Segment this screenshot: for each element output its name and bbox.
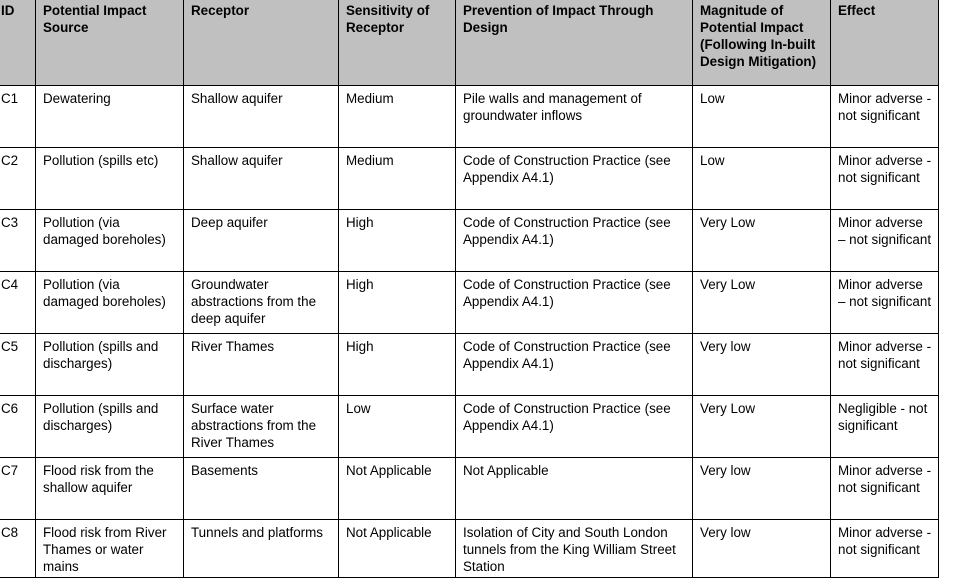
header-magnitude: Magnitude of Potential Impact (Following In-built Design Mitigation) (693, 0, 831, 86)
cell-impact-source: Flood risk from the shallow aquifer (36, 458, 184, 520)
cell-magnitude: Low (693, 86, 831, 148)
table-row (0, 520, 939, 578)
table-row (0, 458, 939, 520)
cell-effect: Minor adverse - not significant (831, 458, 939, 520)
table-row (0, 210, 939, 272)
cell-receptor: River Thames (184, 334, 339, 396)
cell-receptor: Basements (184, 458, 339, 520)
table-row (0, 272, 939, 334)
cell-effect: Minor adverse - not significant (831, 148, 939, 210)
cell-effect: Minor adverse – not significant (831, 210, 939, 272)
cell-effect: Minor adverse – not significant (831, 272, 939, 334)
cell-impact-source: Pollution (spills etc) (36, 148, 184, 210)
table-row (0, 86, 939, 148)
cell-impact-source: Pollution (spills and discharges) (36, 334, 184, 396)
cell-receptor: Deep aquifer (184, 210, 339, 272)
cell-effect: Minor adverse - not significant (831, 520, 939, 578)
cell-id: C8 (0, 520, 36, 578)
cell-sensitivity: Not Applicable (339, 520, 456, 578)
cell-sensitivity: High (339, 210, 456, 272)
table-row (0, 334, 939, 396)
cell-id: C5 (0, 334, 36, 396)
cell-impact-source: Flood risk from River Thames or water mains (36, 520, 184, 578)
cell-id: C2 (0, 148, 36, 210)
cell-impact-source: Pollution (spills and discharges) (36, 396, 184, 458)
cell-prevention: Isolation of City and South London tunnels from the King William Street Station (456, 520, 693, 578)
cell-id: C1 (0, 86, 36, 148)
cell-magnitude: Low (693, 148, 831, 210)
cell-sensitivity: Medium (339, 86, 456, 148)
cell-receptor: Shallow aquifer (184, 148, 339, 210)
header-impact-source: Potential Impact Source (36, 0, 184, 86)
cell-receptor: Surface water abstractions from the River Thames (184, 396, 339, 458)
cell-prevention: Code of Construction Practice (see Appendix A4.1) (456, 210, 693, 272)
cell-prevention: Code of Construction Practice (see Appendix A4.1) (456, 148, 693, 210)
cell-effect: Negligible - not significant (831, 396, 939, 458)
cell-magnitude: Very Low (693, 272, 831, 334)
cell-prevention: Code of Construction Practice (see Appendix A4.1) (456, 272, 693, 334)
header-id: ID (0, 0, 36, 86)
cell-sensitivity: High (339, 272, 456, 334)
header-effect: Effect (831, 0, 939, 86)
table-header-row (0, 0, 939, 86)
table-row (0, 148, 939, 210)
cell-magnitude: Very Low (693, 210, 831, 272)
cell-magnitude: Very low (693, 334, 831, 396)
cell-sensitivity: High (339, 334, 456, 396)
cell-receptor: Groundwater abstractions from the deep aquifer (184, 272, 339, 334)
cell-impact-source: Pollution (via damaged boreholes) (36, 272, 184, 334)
header-sensitivity: Sensitivity of Receptor (339, 0, 456, 86)
cell-prevention: Not Applicable (456, 458, 693, 520)
cell-id: C4 (0, 272, 36, 334)
cell-magnitude: Very low (693, 520, 831, 578)
cell-effect: Minor adverse - not significant (831, 334, 939, 396)
cell-receptor: Tunnels and platforms (184, 520, 339, 578)
cell-magnitude: Very low (693, 458, 831, 520)
cell-prevention: Code of Construction Practice (see Appendix A4.1) (456, 396, 693, 458)
cell-sensitivity: Medium (339, 148, 456, 210)
cell-sensitivity: Not Applicable (339, 458, 456, 520)
table-row (0, 396, 939, 458)
cell-effect: Minor adverse - not significant (831, 86, 939, 148)
cell-prevention: Pile walls and management of groundwater inflows (456, 86, 693, 148)
cell-receptor: Shallow aquifer (184, 86, 339, 148)
header-receptor: Receptor (184, 0, 339, 86)
cell-impact-source: Pollution (via damaged boreholes) (36, 210, 184, 272)
cell-prevention: Code of Construction Practice (see Appendix A4.1) (456, 334, 693, 396)
cell-sensitivity: Low (339, 396, 456, 458)
cell-impact-source: Dewatering (36, 86, 184, 148)
cell-magnitude: Very Low (693, 396, 831, 458)
header-prevention: Prevention of Impact Through Design (456, 0, 693, 86)
cell-id: C3 (0, 210, 36, 272)
cell-id: C7 (0, 458, 36, 520)
cell-id: C6 (0, 396, 36, 458)
